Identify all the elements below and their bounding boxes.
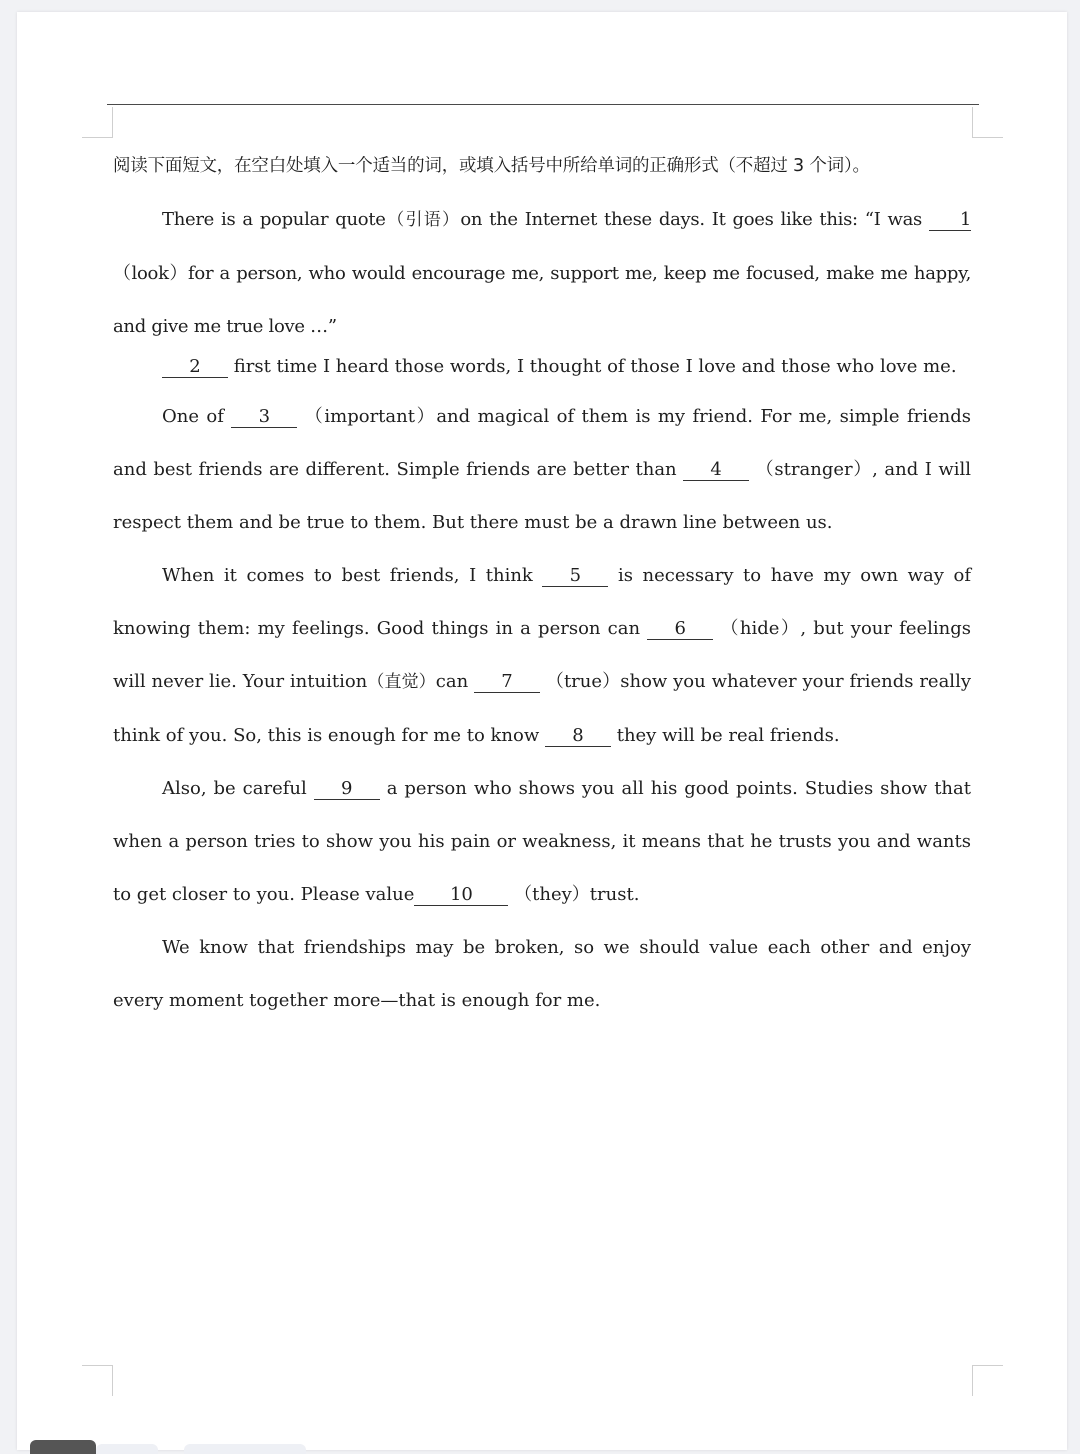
- p4-text-c: （hide）, but your feelings will never lie. Your intuition: [113, 617, 971, 692]
- p4-text-b: is necessary to have my own way of knowing them: my feelings. Good things in a person can: [113, 564, 971, 639]
- p3-text-b: （important）and magical of them is my friend. For me, simple friends and best friends are different. Simple friends are better than: [113, 405, 972, 480]
- p3-text-c: （stranger）, and I will respect them and be true to them. But there must be a drawn line between us.: [113, 458, 972, 533]
- p1-cjk: （引语）: [385, 210, 461, 230]
- document-body: [113, 152, 971, 1027]
- blank-3: 3: [231, 408, 297, 428]
- bottom-tab-active[interactable]: [30, 1440, 96, 1454]
- blank-7: 7: [474, 673, 540, 693]
- header-rule: [107, 104, 979, 105]
- p4-text-f: they will be real friends.: [610, 724, 840, 746]
- paragraph-2: [113, 353, 971, 382]
- paragraph-4: [113, 549, 971, 762]
- blank-10: 10: [414, 886, 508, 906]
- p5-text-a: Also, be careful: [162, 777, 314, 799]
- p1-text-b: on the Internet these days. It goes like this: “I was: [460, 209, 929, 230]
- p5-text-c: （they）trust.: [508, 883, 640, 905]
- paragraph-6: [113, 921, 971, 1027]
- blank-2: 2: [162, 358, 228, 378]
- p4-text-d: can: [435, 670, 475, 692]
- p2-text-a: first time I heard those words, I thought of those I love and those who love me.: [228, 356, 957, 377]
- paragraph-5: [113, 762, 971, 921]
- p3-text-a: One of: [162, 405, 232, 427]
- blank-6: 6: [647, 620, 713, 640]
- blank-1: 1: [929, 211, 971, 231]
- blank-9: 9: [314, 780, 380, 800]
- crop-mark-top-right: [972, 107, 1003, 138]
- blank-5: 5: [542, 567, 608, 587]
- blank-8: 8: [545, 727, 611, 747]
- bottom-tab[interactable]: [96, 1444, 158, 1454]
- p4-text-a: When it comes to best friends, I think: [162, 564, 543, 586]
- crop-mark-bottom-left: [82, 1365, 113, 1396]
- p6-text-a: We know that friendships may be broken, so we should value each other and enjoy every moment together more—that is enough for me.: [113, 936, 971, 1011]
- paragraph-1: [113, 193, 971, 353]
- instruction: 阅读下面短文，在空白处填入一个适当的词，或填入括号中所给单词的正确形式（不超过 3 个词）。: [113, 156, 870, 176]
- p5-text-b: a person who shows you all his good points. Studies show that when a person tries to show you his pain or weakness, it means that he trusts you and wants to get closer to you. Please value: [113, 777, 971, 905]
- p4-text-e: （true）show you whatever your friends really think of you. So, this is enough for me to know: [113, 670, 971, 746]
- p4-cjk: （直觉）: [367, 671, 436, 692]
- crop-mark-top-left: [82, 107, 113, 138]
- paragraph-3: [113, 390, 971, 549]
- blank-4: 4: [683, 461, 749, 481]
- p1-text-a: There is a popular quote: [162, 209, 386, 230]
- document-page: [17, 12, 1067, 1450]
- bottom-tab[interactable]: [184, 1444, 306, 1454]
- crop-mark-bottom-right: [972, 1365, 1003, 1396]
- p1-text-c: （look）for a person, who would encourage me, support me, keep me focused, make me happy, and give me true love …”: [113, 263, 971, 337]
